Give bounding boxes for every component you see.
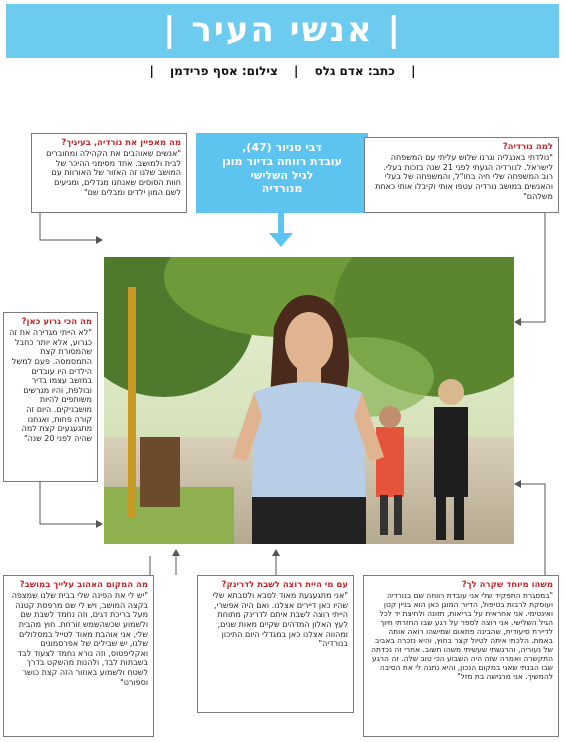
section-title: | אנשי העיר | (163, 10, 402, 50)
subject-intro: דבי סניור (47), עובדת רווחה בדיור מוגן לגיל השלישי מנורדיה (196, 133, 368, 213)
photo-credit: צילום: אסף פרידמן (170, 64, 278, 78)
byline-bar: | (149, 64, 154, 78)
question-label: עם מי היית רוצה לשבת לדרינק? (221, 580, 348, 590)
question-label: מה הכי גרוע כאן? (21, 317, 92, 327)
question-label: למה נורדיה? (502, 142, 553, 152)
answer-text: "יש לי את הפינה שלי בבית שלנו שמצפה בקצה המושב, ויש לי שם מרפסת קטנה מעל בריכת דגים, וזה נחמד לשבת שם ולשמוע שכשהשמש זורחת. חוץ מהבית שלי, אני אוהבת מאוד לטייל במסלולים שלנו, יש שבילים של אפרסמונים ואקליפטוס, וזה נורא נחמד לצעוד לבד בשבתות לבד, ולהנות מהשקט בדרך לשטח ולשמוע באוזור הזה קצת כושר וספורט" (11, 591, 148, 687)
author-credit: כתב: אדם גלס (314, 64, 395, 78)
question-label: משהו מיוחד שקרה לך? (461, 580, 553, 590)
question-label: מה המקום האהוב עלייך במושב? (19, 580, 148, 590)
answer-text: "לא הייתי מגדירה את זה כגרוע, אלא יותר כחבל שהמסורת קצת התמסמסה. פעם למשל הילדים היו עובדים במושב עצמו בדיר ובולפת, והיו מגרשים משותפים להיות מושבניקים. היום זה קורה פחות, ואנחנו מתגעגעים קצת למה שהיה לפני 20 שנה" (9, 328, 92, 443)
portrait-photo (104, 257, 514, 544)
byline-bar: | (411, 64, 416, 78)
answer-text: "במסגרת התפקיד שלי אני עובדת רווחה שם בנורדיה ועוסקת לרבות בטיפול, הדיור המוגן כאן הוא בניין קטן ואינטימי. אני אחראית על בריאות, תזונה ולחיצת יד לכל הגיל השלישי. אני רוצה לספר על רגע שבו החזרתי חיוך לדיירת סיעודית, שהבינה פתאום שמישהו רואה אותה באמת. הלכתי איתה לטיול קצר בחוץ, והיא נזכרה באביב של נעוריה, והרגשתי שעשיתי משהו חשוב. אחרי זה נכדתה התקשרה ואמרה שזה היה השבוע הכי טוב שלה. זה הרגע שבו הבנתי שאני במקום הנכון, והיא נתנה לי את הסיבה להמשיך. אני מרגישה בת מזל" (371, 591, 553, 682)
question-label: מה מאפיין את נורדיה, בעיניך? (61, 138, 181, 148)
answer-text: "נולדתי באנגליה וגרנו שלוש עליתי עם המשפחה לישראל. לנורדיה הגעתי לפני 21 שנה בזכות בעלי. רוב המשפחה שלי חיה בחו"ל, והמשפחה של בעלי והאנשים במושב נורדיה עטפו אותי וקיבלו אותי כאחת משלהם" (375, 153, 553, 201)
answer-text: "אני מתגעגעת מאוד לסבא ולסבתא שלי שהיו כאן דיירים אצלנו. ואם היה אפשרי, הייתי רוצה לשבת איתם לדרינק מתוחת לעץ האלון המדהים שקיים מאות שנים, ומהווה אצלנו כאן במגדלי היום התיכון בנורדיה" (212, 591, 348, 649)
byline-bar: | (293, 64, 299, 78)
answer-text: "אנשים שאוהבים את הקהילה ומחוברים לבית ולמושב. אחד מסימני ההיכר של המושב שלנו זה האזור של האורוות עם חוות הסוסים שאנחנו מגדלים, ומגיעים לשם המון ילדים ומבלים שם" (46, 149, 181, 197)
